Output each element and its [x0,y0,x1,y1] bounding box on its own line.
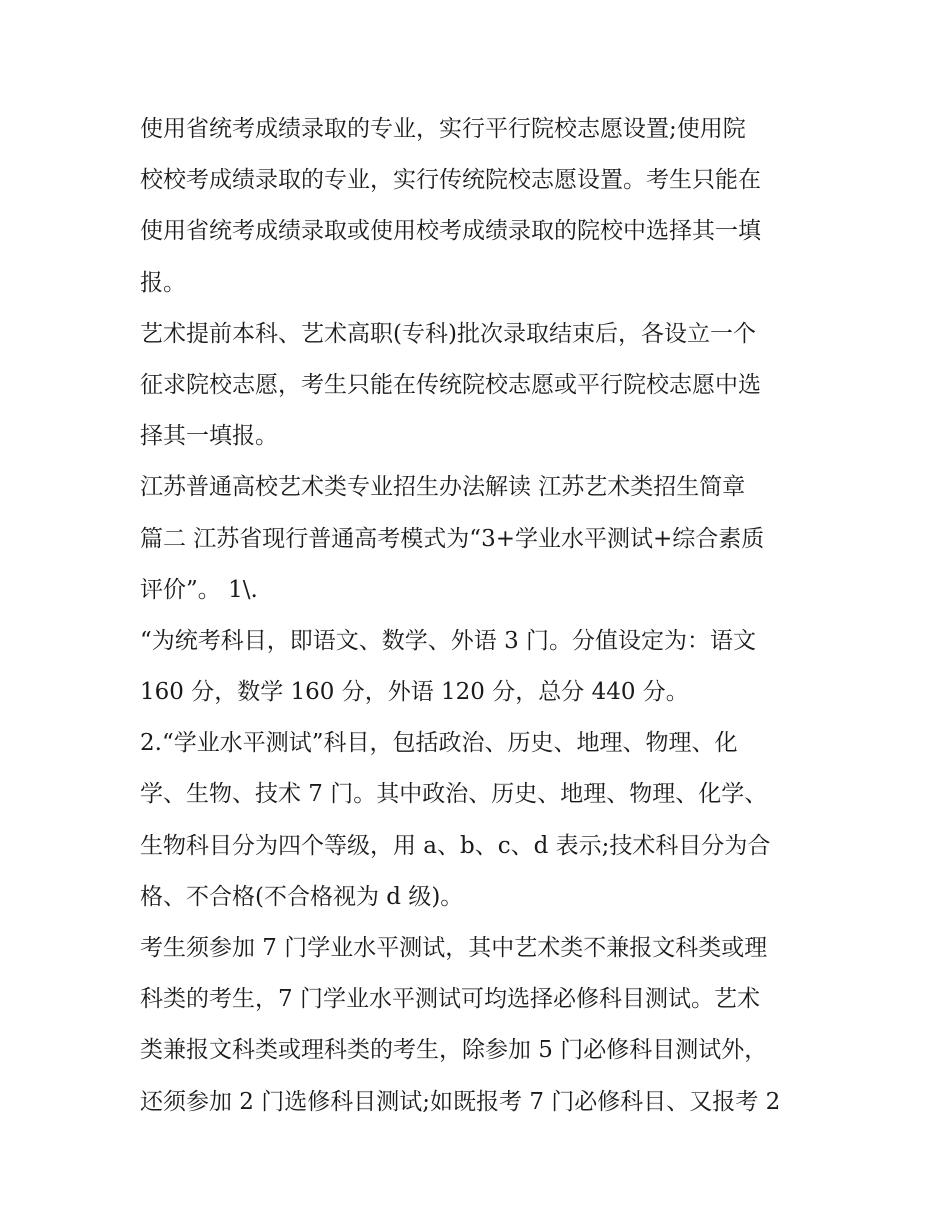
text-line: 学、生物、技术 7 门。其中政治、历史、地理、物理、化学、 [140,781,768,808]
text-line: 征求院校志愿，考生只能在传统院校志愿或平行院校志愿中选 [140,371,761,398]
text-line: 报。 [140,269,186,296]
text-line: 使用省统考成绩录取的专业，实行平行院校志愿设置;使用院 [140,116,746,142]
text-line: 评价”。 1\. [140,576,258,603]
text-line: 篇二 江苏省现行普通高考模式为“3+学业水平测试+综合素质 [140,525,765,552]
text-line: 择其一填报。 [140,423,278,450]
text-line: 校校考成绩录取的专业，实行传统院校志愿设置。考生只能在 [140,167,761,194]
text-line: 考生须参加 7 门学业水平测试，其中艺术类不兼报文科类或理 [140,935,768,961]
text-line: 格、不合格(不合格视为 d 级)。 [140,883,464,910]
text-line: 使用省统考成绩录取或使用校考成绩录取的院校中选择其一填 [140,218,761,245]
body-text [140,104,820,1128]
text-line: 艺术提前本科、艺术高职(专科)批次录取结束后，各设立一个 [140,320,756,347]
text-line: 类兼报文科类或理科类的考生，除参加 5 门必修科目测试外， [140,1037,768,1064]
text-line: “为统考科目，即语文、数学、外语 3 门。分值设定为：语文 [140,627,757,654]
text-line: 2.“学业水平测试”科目，包括政治、历史、地理、物理、化 [140,730,738,757]
text-line: 还须参加 2 门选修科目测试;如既报考 7 门必修科目、又报考 2 [140,1088,781,1115]
text-line: 江苏普通高校艺术类专业招生办法解读 江苏艺术类招生简章 [140,474,746,501]
text-line: 生物科目分为四个等级，用 a、b、c、d 表示;技术科目分为合 [140,832,771,859]
text-line: 160 分，数学 160 分，外语 120 分，总分 440 分。 [140,679,689,706]
text-line: 科类的考生，7 门学业水平测试可均选择必修科目测试。艺术 [140,986,760,1013]
